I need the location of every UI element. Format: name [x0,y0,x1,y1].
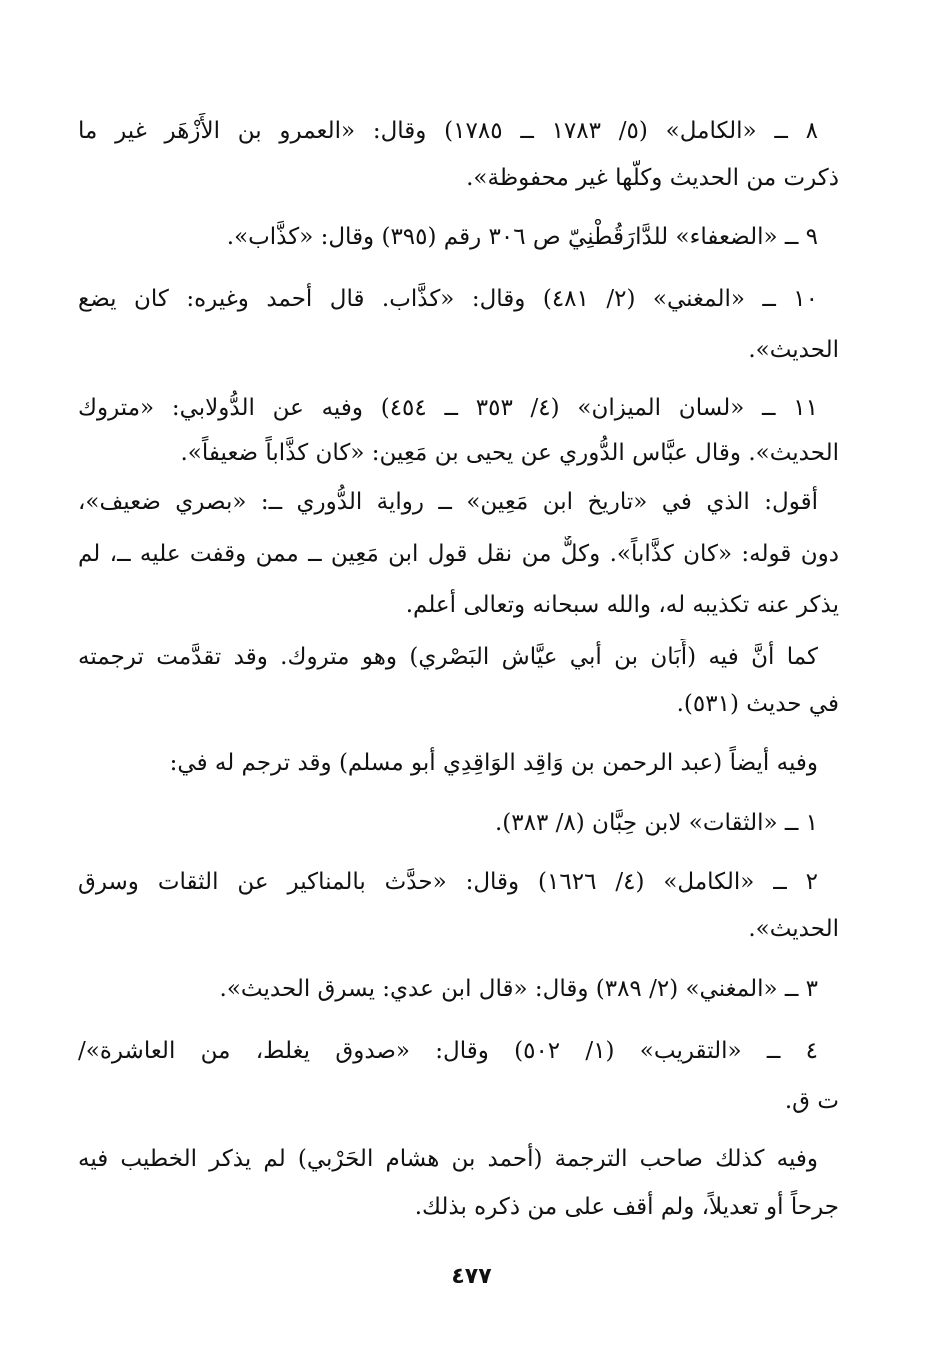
text-line: يذكر عنه تكذيبه له، والله سبحانه وتعالى أعلم. [405,592,839,618]
text-line: ١ ــ «الثقات» لابن حِبَّان (٨/ ٣٨٣). [494,810,818,836]
text-line: ٤ ــ «التقريب» (١/ ٥٠٢) وقال: «صدوق يغلط، من العاشرة»/ [78,1038,818,1064]
text-line: ٣ ــ «المغني» (٢/ ٣٨٩) وقال: «قال ابن عدي: يسرق الحديث». [219,976,818,1002]
text-line: ٢ ــ «الكامل» (٤/ ١٦٢٦) وقال: «حدَّث بالمناكير عن الثقات وسرق [78,869,818,895]
text-line: وفيه أيضاً (عبد الرحمن بن وَاقِد الوَاقِدِي أبو مسلم) وقد ترجم له في: [169,750,818,776]
text-line: الحديث». وقال عبَّاس الدُّوري عن يحيى بن مَعِين: «كان كذَّاباً ضعيفاً». [180,440,839,466]
text-line: ٩ ــ «الضعفاء» للدَّارَقُطْنِيّ ص ٣٠٦ رقم (٣٩٥) وقال: «كذَّاب». [226,224,818,250]
text-line: كما أنَّ فيه (أَبَان بن أبي عيَّاش البَصْري) وهو متروك. وقد تقدَّمت ترجمته [78,644,818,670]
text-line: ذكرت من الحديث وكلُّها غير محفوظة». [466,165,839,191]
text-line: الحديث». [748,916,839,942]
text-line: ١٠ ــ «المغني» (٢/ ٤٨١) وقال: «كذَّاب. قال أحمد وغيره: كان يضع [78,286,818,312]
text-line: وفيه كذلك صاحب الترجمة (أحمد بن هشام الحَرْبي) لم يذكر الخطيب فيه [78,1146,818,1172]
text-line: في حديث (٥٣١). [676,691,839,717]
text-line: جرحاً أو تعديلاً، ولم أقف على من ذكره بذلك. [414,1194,839,1220]
page-number: ٤٧٧ [451,1264,492,1289]
text-line: ٨ ــ «الكامل» (٥/ ١٧٨٣ ــ ١٧٨٥) وقال: «العمرو بن الأَزْهَر غير ما [78,118,818,144]
text-line: دون قوله: «كان كذَّاباً». وكلٌّ من نقل قول ابن مَعِين ــ ممن وقفت عليه ــ، لم [78,541,839,567]
text-line: الحديث». [748,337,839,363]
text-line: أقول: الذي في «تاريخ ابن مَعِين» ــ رواية الدُّوري ــ: «بصري ضعيف»، [78,489,818,515]
text-line: ت ق. [784,1088,839,1114]
text-line: ١١ ــ «لسان الميزان» (٤/ ٣٥٣ ــ ٤٥٤) وفيه عن الدُّولابي: «متروك [78,395,818,421]
